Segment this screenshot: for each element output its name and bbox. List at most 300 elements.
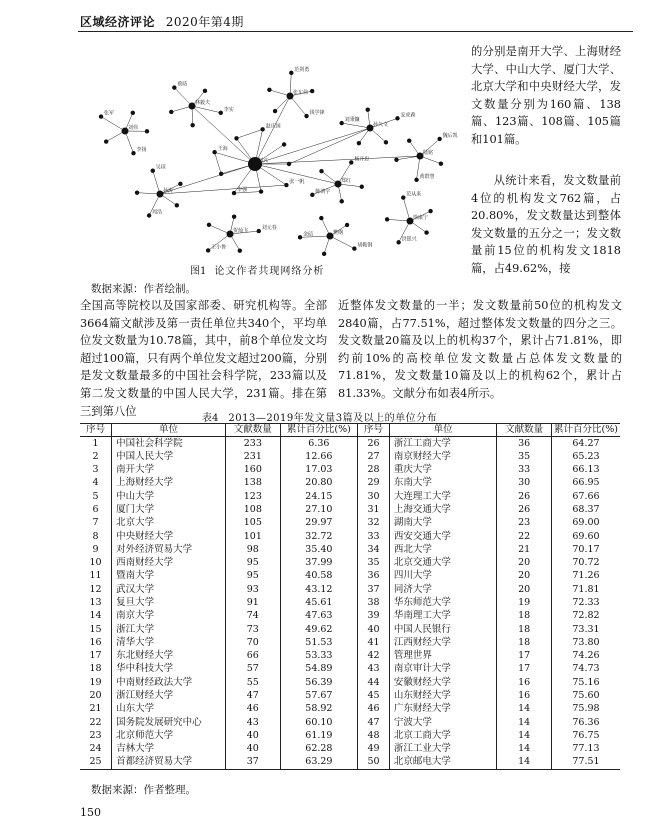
table-row: [80, 729, 620, 742]
col-header: 文献数量: [225, 424, 280, 437]
unit-name: 湖南大学: [389, 517, 496, 530]
row-index: 28: [358, 463, 390, 476]
table-row: [80, 437, 620, 450]
node-label: 陈鸿宇: [315, 188, 331, 195]
cumulative-percent: 57.67: [280, 689, 358, 702]
body-paragraph-left: 全国高等院校以及国家部委、研究机构等。全部3664篇文献涉及第一责任单位共340个，平均单位发文数量为10.78篇，其中，前8个单位发文均超过100篇，只有两个单位发文超过200篇，分别是发文数量最多的中国社会科学院，233篇以及第二发文数量的中国人民大学，231篇。排在第三到第八位: [80, 299, 327, 418]
row-index: 37: [358, 583, 390, 596]
network-node: [298, 235, 302, 239]
node-label: 钱学锋: [309, 110, 325, 117]
node-label: 胡鞍钢: [357, 242, 373, 249]
row-index: 32: [358, 517, 390, 530]
row-index: 36: [358, 570, 390, 583]
network-node: [147, 213, 151, 217]
cumulative-percent: 70.72: [551, 556, 620, 569]
doc-count: 91: [225, 596, 280, 609]
row-index: 4: [80, 477, 112, 490]
unit-name: 上海交通大学: [389, 503, 496, 516]
col-header: 文献数量: [497, 424, 552, 437]
network-node: [169, 110, 173, 114]
cumulative-percent: 76.75: [551, 729, 620, 742]
table-row: [80, 596, 620, 609]
cumulative-percent: 40.58: [280, 570, 358, 583]
cumulative-percent: 47.63: [280, 610, 358, 623]
unit-name: 华中科技大学: [112, 663, 226, 676]
table-row: [80, 583, 620, 596]
unit-name: 中国社会科学院: [112, 437, 226, 450]
row-index: 14: [80, 610, 112, 623]
node-label: 王小鲁: [211, 244, 227, 251]
row-index: 38: [358, 596, 390, 609]
unit-name: 同济大学: [389, 583, 496, 596]
row-index: 25: [80, 756, 112, 769]
table-row: [80, 663, 620, 676]
doc-count: 14: [497, 729, 552, 742]
node-label: 郑红: [341, 178, 352, 184]
cumulative-percent: 32.72: [280, 530, 358, 543]
unit-name: 东北财经大学: [112, 650, 226, 663]
doc-count: 36: [497, 437, 552, 450]
col-header: 累计百分比(%): [551, 424, 620, 437]
unit-name: 对外经济贸易大学: [112, 543, 226, 556]
network-node: [99, 114, 103, 118]
row-index: 10: [80, 556, 112, 569]
unit-name: 重庆大学: [389, 463, 496, 476]
doc-count: 18: [497, 610, 552, 623]
network-node: [219, 111, 223, 115]
network-node: [428, 209, 432, 213]
row-index: 46: [358, 703, 390, 716]
unit-name: 东南大学: [389, 477, 496, 490]
unit-name: 北京交通大学: [389, 556, 496, 569]
doc-count: 74: [225, 610, 280, 623]
node-label: 吴琼: [155, 164, 166, 171]
cumulative-percent: 43.12: [280, 583, 358, 596]
unit-name: 复旦大学: [112, 596, 226, 609]
col-header: 单位: [389, 424, 496, 437]
row-index: 2: [80, 450, 112, 463]
col-header: 序号: [358, 424, 390, 437]
network-node: [357, 141, 361, 145]
network-node: [394, 158, 398, 162]
header-rule: [78, 31, 633, 32]
node-label: 周浩: [152, 209, 163, 216]
row-index: 27: [358, 450, 390, 463]
doc-count: 16: [497, 689, 552, 702]
row-index: 16: [80, 636, 112, 649]
doc-count: 43: [225, 716, 280, 729]
doc-count: 57: [225, 663, 280, 676]
network-edge: [215, 152, 222, 174]
cumulative-percent: 74.73: [551, 663, 620, 676]
row-index: 35: [358, 556, 390, 569]
network-node: [238, 248, 242, 252]
cumulative-percent: 65.23: [551, 450, 620, 463]
network-node: [190, 123, 194, 127]
row-index: 45: [358, 689, 390, 702]
cumulative-percent: 61.19: [280, 729, 358, 742]
page-number: 150: [80, 806, 101, 819]
doc-count: 95: [225, 570, 280, 583]
network-edge: [338, 184, 362, 187]
node-label: 张车伟: [293, 90, 309, 96]
network-node: [284, 183, 288, 187]
network-node: [232, 191, 236, 195]
body-paragraph-right-top: 的分别是南开大学、上海财经大学、中山大学、厦门大学、北京大学和中央财经大学，发文数量分别为160篇、138篇、123篇、108篇、105篇和101篇。: [471, 45, 621, 146]
cumulative-percent: 76.36: [551, 716, 620, 729]
doc-count: 123: [225, 490, 280, 503]
unit-name: 南京审计大学: [389, 663, 496, 676]
node-label: 杨开忠: [354, 156, 370, 163]
table-source: 数据来源：作者整理。: [91, 784, 196, 796]
network-node: [319, 169, 323, 173]
doc-count: 14: [497, 703, 552, 716]
node-label: 贺灿飞: [233, 228, 249, 234]
network-node: [401, 195, 405, 199]
network-node: [304, 114, 308, 118]
table-row: [80, 450, 620, 463]
node-label: 刘兴: [258, 158, 269, 164]
cumulative-percent: 66.13: [551, 463, 620, 476]
unit-name: 西北大学: [389, 543, 496, 556]
cumulative-percent: 72.82: [551, 610, 620, 623]
table-row: [80, 623, 620, 636]
network-node: [339, 121, 343, 125]
unit-name: 清华大学: [112, 636, 226, 649]
node-label: 蔡昉: [177, 81, 188, 88]
row-index: 48: [358, 729, 390, 742]
cumulative-percent: 62.28: [280, 743, 358, 756]
row-index: 23: [80, 729, 112, 742]
row-index: 31: [358, 503, 390, 516]
network-node: [151, 169, 155, 173]
unit-name: 浙江工业大学: [389, 743, 496, 756]
network-edge: [125, 131, 133, 153]
network-node: [273, 109, 277, 113]
doc-count: 26: [497, 490, 552, 503]
doc-count: 35: [497, 450, 552, 463]
cumulative-percent: 75.60: [551, 689, 620, 702]
row-index: 15: [80, 623, 112, 636]
node-label: 徐康宁: [413, 215, 429, 221]
network-node: [232, 215, 236, 219]
doc-count: 46: [225, 703, 280, 716]
doc-count: 40: [225, 729, 280, 742]
unit-name: 管理世界: [389, 650, 496, 663]
doc-count: 108: [225, 503, 280, 516]
cumulative-percent: 45.61: [280, 596, 358, 609]
row-index: 8: [80, 530, 112, 543]
row-index: 24: [80, 743, 112, 756]
unit-name: 南开大学: [112, 463, 226, 476]
network-edge: [255, 128, 370, 164]
cumulative-percent: 6.36: [280, 437, 358, 450]
row-index: 41: [358, 636, 390, 649]
doc-count: 40: [225, 743, 280, 756]
unit-name: 四川大学: [389, 570, 496, 583]
doc-count: 231: [225, 450, 280, 463]
unit-name: 武汉大学: [112, 583, 226, 596]
unit-name: 浙江财经大学: [112, 689, 226, 702]
unit-name: 中国人民大学: [112, 450, 226, 463]
network-node: [260, 127, 264, 131]
unit-name: 广东财经大学: [389, 703, 496, 716]
table-row: [80, 570, 620, 583]
doc-count: 47: [225, 689, 280, 702]
cumulative-percent: 66.95: [551, 477, 620, 490]
table-row: [80, 490, 620, 503]
row-index: 13: [80, 596, 112, 609]
network-node: [282, 142, 286, 146]
doc-count: 93: [225, 583, 280, 596]
doc-count: 14: [497, 716, 552, 729]
row-index: 7: [80, 517, 112, 530]
row-index: 1: [80, 437, 112, 450]
doc-count: 26: [497, 503, 552, 516]
cumulative-percent: 74.26: [551, 650, 620, 663]
node-label: 李扬: [136, 147, 147, 154]
node-label: 李实: [223, 106, 234, 113]
network-node: [234, 136, 238, 140]
network-node: [131, 151, 135, 155]
doc-count: 20: [497, 583, 552, 596]
row-index: 30: [358, 490, 390, 503]
doc-count: 19: [497, 596, 552, 609]
table-row: [80, 716, 620, 729]
doc-count: 20: [497, 556, 552, 569]
node-label: 魏后凯: [442, 132, 458, 139]
table-row: [80, 610, 620, 623]
unit-name: 中国人民银行: [389, 623, 496, 636]
doc-count: 30: [497, 477, 552, 490]
row-index: 3: [80, 463, 112, 476]
row-index: 43: [358, 663, 390, 676]
unit-name: 北京大学: [112, 517, 226, 530]
table-header-row: [80, 424, 620, 437]
doc-count: 233: [225, 437, 280, 450]
network-node: [172, 85, 176, 89]
row-index: 40: [358, 623, 390, 636]
doc-count: 95: [225, 556, 280, 569]
table-row: [80, 556, 620, 569]
doc-count: 37: [225, 756, 280, 769]
network-edge: [237, 129, 263, 138]
network-node: [207, 223, 211, 227]
network-edge: [160, 185, 286, 194]
unit-name: 暨南大学: [112, 570, 226, 583]
table-row: [80, 756, 620, 769]
network-edge: [342, 123, 370, 128]
row-index: 50: [358, 756, 390, 769]
cumulative-percent: 60.10: [280, 716, 358, 729]
table-row: [80, 743, 620, 756]
node-label: 刘伟: [128, 125, 139, 131]
row-index: 22: [80, 716, 112, 729]
body-paragraph-right-wide: 近整体发文数量的一半；发文数量前50位的机构发文2840篇，占77.51%，超过整体发文数量的四分之三。发文数量20篇及以上的机构37个，累计占71.81%，即约前10%的高校单位发文数量占总体发文数量的71.81%，发文数量10篇及以上的机构62个，累计占81.33%。文献分布如表4所示。: [338, 299, 622, 400]
doc-count: 105: [225, 517, 280, 530]
table-row: [80, 463, 620, 476]
doc-count: 18: [497, 636, 552, 649]
unit-name: 厦门大学: [112, 503, 226, 516]
cumulative-percent: 51.53: [280, 636, 358, 649]
unit-name: 国务院发展研究中心: [112, 716, 226, 729]
doc-count: 138: [225, 477, 280, 490]
unit-name: 首都经济贸易大学: [112, 756, 226, 769]
row-index: 34: [358, 543, 390, 556]
doc-count: 16: [497, 676, 552, 689]
table-number: 表4: [202, 413, 219, 424]
network-node: [439, 161, 443, 165]
unit-name: 北京师范大学: [112, 729, 226, 742]
network-node: [206, 248, 210, 252]
row-index: 42: [358, 650, 390, 663]
unit-name: 浙江工商大学: [389, 437, 496, 450]
doc-count: 22: [497, 530, 552, 543]
table-row: [80, 517, 620, 530]
cumulative-percent: 27.10: [280, 503, 358, 516]
figure-number: 图1: [190, 266, 207, 277]
network-node: [319, 216, 323, 220]
doc-count: 98: [225, 543, 280, 556]
doc-count: 70: [225, 636, 280, 649]
unit-name: 北京工商大学: [389, 729, 496, 742]
row-index: 9: [80, 543, 112, 556]
network-node: [289, 71, 293, 75]
figure-caption: [190, 262, 324, 277]
doc-count: 55: [225, 676, 280, 689]
table-row: [80, 636, 620, 649]
cumulative-percent: 69.00: [551, 517, 620, 530]
network-node: [384, 140, 388, 144]
row-index: 26: [358, 437, 390, 450]
body-paragraph-right-mid: 从统计来看，发文数量前4位的机构发文762篇，占20.80%，发文数量达到整体发文数量的五分之一；发文数量前15位的机构发文1818篇，占49.62%，接: [471, 174, 621, 275]
network-node: [345, 223, 349, 227]
node-label: 金碚: [303, 231, 314, 238]
row-index: 21: [80, 703, 112, 716]
table-row: [80, 676, 620, 689]
cumulative-percent: 56.39: [280, 676, 358, 689]
cumulative-percent: 17.03: [280, 463, 358, 476]
table-row: [80, 650, 620, 663]
table-row: [80, 543, 620, 556]
network-edge: [192, 106, 221, 113]
node-label: 赵庆国: [265, 123, 281, 130]
cumulative-percent: 77.51: [551, 756, 620, 769]
unit-name: 西安交通大学: [389, 530, 496, 543]
col-header: 单位: [112, 424, 226, 437]
network-node: [424, 230, 428, 234]
doc-count: 18: [497, 623, 552, 636]
cumulative-percent: 64.27: [551, 437, 620, 450]
unit-name: 中山大学: [112, 490, 226, 503]
cumulative-percent: 73.80: [551, 636, 620, 649]
unit-name: 吉林大学: [112, 743, 226, 756]
network-node: [267, 88, 271, 92]
unit-name: 中南财经政法大学: [112, 676, 226, 689]
row-index: 39: [358, 610, 390, 623]
network-node: [287, 162, 291, 166]
network-node: [135, 190, 139, 194]
network-node: [349, 160, 353, 164]
network-node: [385, 217, 389, 221]
cumulative-percent: 72.33: [551, 596, 620, 609]
col-header: 累计百分比(%): [280, 424, 358, 437]
unit-name: 山东财经大学: [389, 689, 496, 702]
row-index: 49: [358, 743, 390, 756]
network-node: [322, 252, 326, 256]
cumulative-percent: 75.98: [551, 703, 620, 716]
cumulative-percent: 77.13: [551, 743, 620, 756]
cumulative-percent: 69.60: [551, 530, 620, 543]
node-label: 范从来: [406, 191, 422, 198]
row-index: 29: [358, 477, 390, 490]
table-row: [80, 477, 620, 490]
node-label: 林毅夫: [195, 100, 211, 106]
unit-name: 山东大学: [112, 703, 226, 716]
node-label: 王海: [217, 146, 228, 153]
unit-name: 宁波大学: [389, 716, 496, 729]
table-row: [80, 689, 620, 702]
network-node: [178, 182, 182, 186]
cumulative-percent: 63.29: [280, 756, 358, 769]
network-edge: [290, 96, 307, 116]
issue-label: 2020年第4期: [165, 15, 244, 29]
network-edge: [101, 117, 125, 131]
cumulative-percent: 58.92: [280, 703, 358, 716]
node-label: 陆铭: [423, 150, 434, 156]
network-node: [310, 193, 314, 197]
network-node: [352, 246, 356, 250]
node-label: 安虎森: [400, 112, 416, 119]
table-caption: [202, 409, 437, 424]
network-node: [257, 229, 261, 233]
unit-name: 浙江大学: [112, 623, 226, 636]
row-index: 11: [80, 570, 112, 583]
node-label: 黄群慧: [419, 173, 435, 180]
network-edge: [153, 171, 160, 194]
table-title: 2013—2019年发文量3篇及以上的单位分布: [228, 413, 438, 424]
cumulative-percent: 29.97: [280, 517, 358, 530]
row-index: 17: [80, 650, 112, 663]
unit-name: 南京财经大学: [389, 450, 496, 463]
running-header: [80, 13, 244, 30]
network-node: [414, 178, 418, 182]
unit-name: 华南理工大学: [389, 610, 496, 623]
network-node: [203, 89, 207, 93]
cumulative-percent: 68.37: [551, 503, 620, 516]
cumulative-percent: 54.89: [280, 663, 358, 676]
doc-count: 17: [497, 663, 552, 676]
cumulative-percent: 70.17: [551, 543, 620, 556]
table-row: [80, 503, 620, 516]
node-label: 孙涛: [163, 188, 174, 194]
network-node: [259, 189, 263, 193]
cumulative-percent: 67.66: [551, 490, 620, 503]
doc-count: 101: [225, 530, 280, 543]
figure-source: 数据来源：作者绘制。: [91, 283, 196, 295]
node-label: 李强: [237, 187, 248, 194]
row-index: 6: [80, 503, 112, 516]
network-node: [131, 111, 135, 115]
network-node: [219, 172, 223, 176]
doc-count: 23: [497, 517, 552, 530]
cumulative-percent: 49.62: [280, 623, 358, 636]
cumulative-percent: 53.33: [280, 650, 358, 663]
unit-name: 南京大学: [112, 610, 226, 623]
unit-name: 北京邮电大学: [389, 756, 496, 769]
row-index: 5: [80, 490, 112, 503]
network-node: [310, 89, 314, 93]
